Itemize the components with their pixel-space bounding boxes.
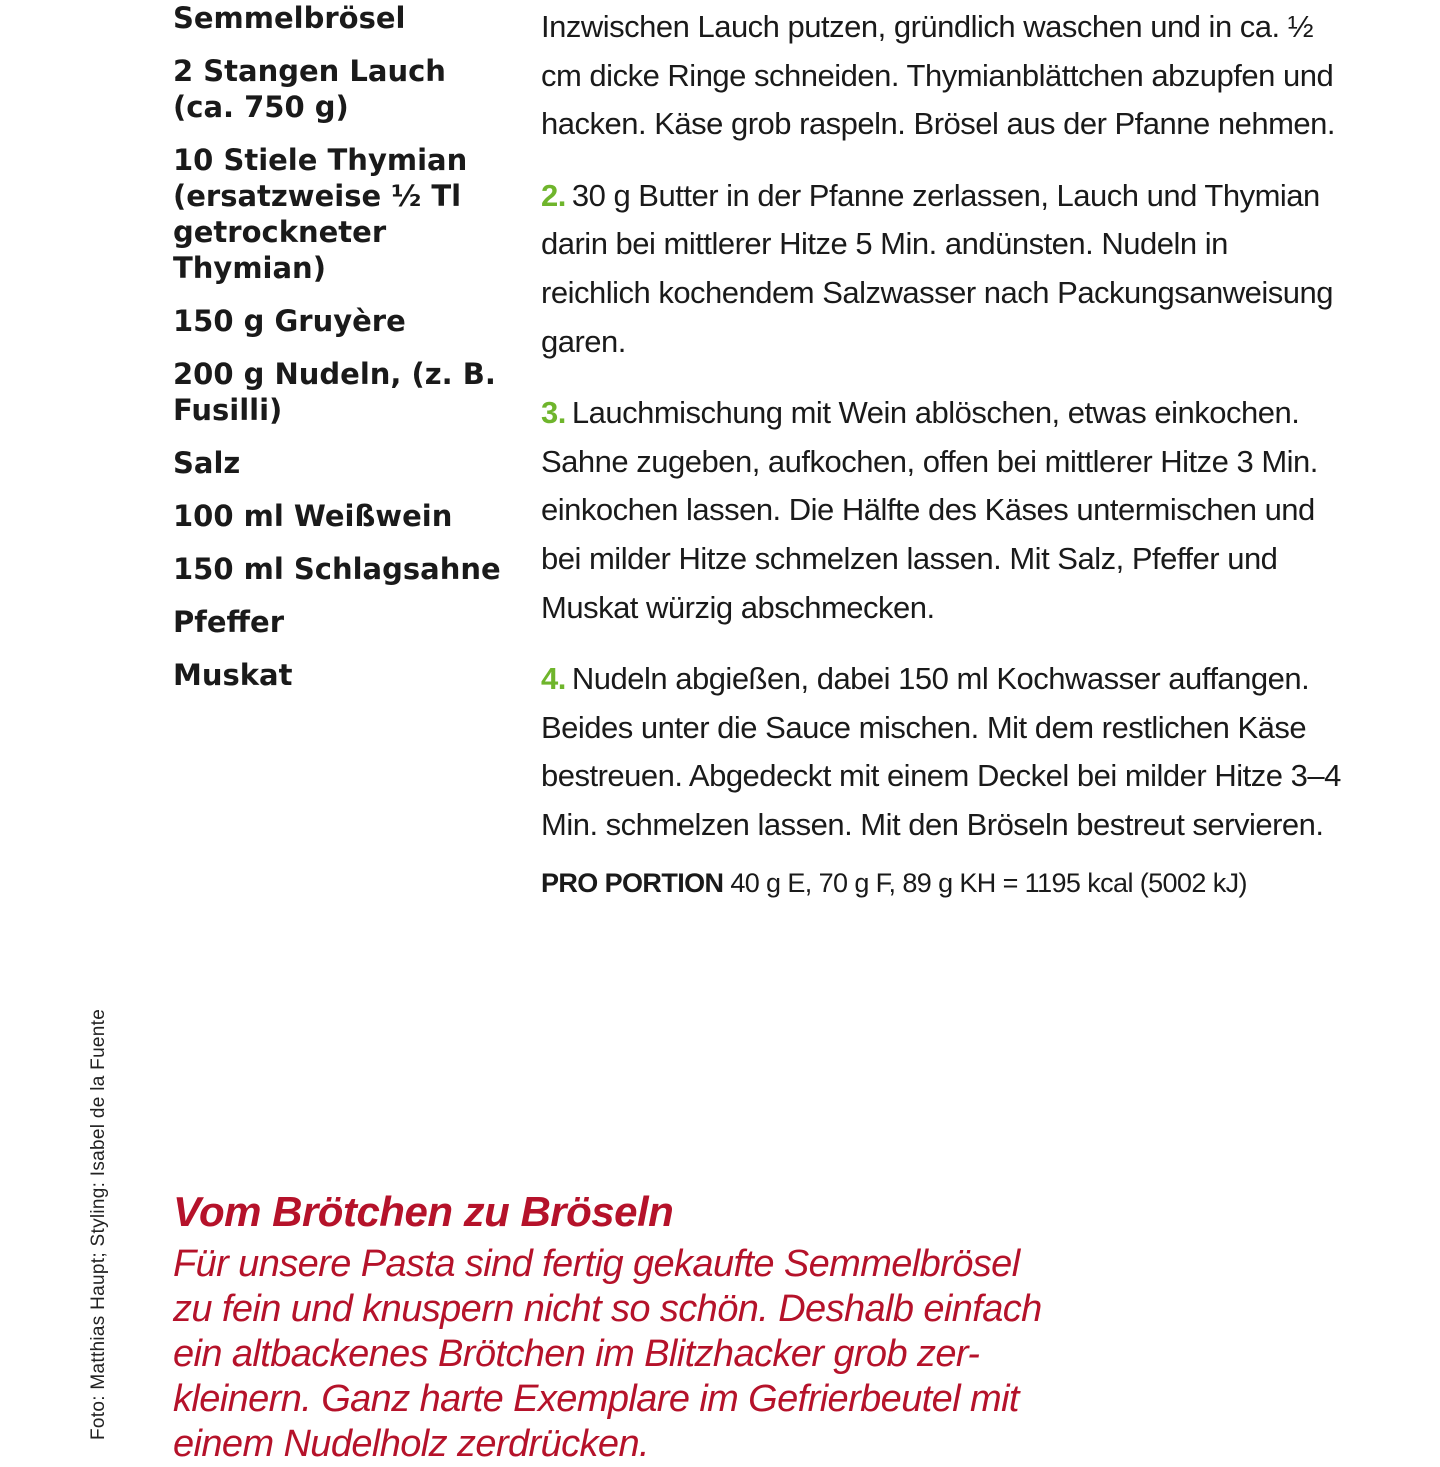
tip-line: kleinern. Ganz harte Exemplare im Gefrierbeutel mit (173, 1378, 1019, 1420)
ingredient-item: 100 ml Weißwein (173, 499, 453, 533)
ingredient-item: Pfeffer (173, 605, 285, 639)
nutrition-info (541, 863, 1341, 903)
ingredient-item: Semmelbrösel (173, 1, 406, 35)
tip-line: einem Nudelholz zerdrücken. (173, 1423, 649, 1465)
ingredient-item: 2 Stangen Lauch (ca. 750 g) (173, 54, 446, 124)
step-number: 2. (541, 177, 566, 213)
tip-line: zu fein und knuspern nicht so schön. Deshalb einfach (173, 1288, 1042, 1330)
nutrition-label: PRO PORTION (541, 867, 724, 898)
step-text: Nudeln abgießen, dabei 150 ml Kochwasser auffangen. Beides unter die Sauce mischen. Mit dem restlichen Käse bestreuen. Abgedeckt mit einem Deckel bei milder Hitze 3–4 Min. schmelzen lassen. Mit den Bröseln bestreut servieren. (541, 661, 1341, 842)
nutrition-values: 40 g E, 70 g F, 89 g KH = 1195 kcal (5002 kJ) (730, 867, 1247, 898)
ingredient-item: 10 Stiele Thymian (ersatzweise ½ Tl getrockneter Thymian) (173, 143, 468, 285)
step-text: Lauchmischung mit Wein ablöschen, etwas einkochen. Sahne zugeben, aufkochen, offen bei mittlerer Hitze 3 Min. einkochen lassen. Die Hälfte des Käses untermischen und bei milder Hitze schmelzen lassen. Mit Salz, Pfeffer und Muskat würzig abschmecken. (541, 395, 1318, 625)
ingredient-item: Muskat (173, 658, 293, 692)
step-2 (541, 172, 1341, 366)
ingredient-list (173, 0, 513, 710)
ingredient-item: Salz (173, 446, 241, 480)
ingredient-item: 150 ml Schlagsahne (173, 552, 501, 586)
preparation-steps (541, 3, 1341, 903)
tip-line: Für unsere Pasta sind fertig gekaufte Semmelbrösel (173, 1243, 1020, 1285)
tip-box (173, 1182, 1133, 1467)
tip-title: Vom Brötchen zu Bröseln (173, 1188, 674, 1235)
step-1-continued (541, 3, 1341, 149)
ingredient-item: 150 g Gruyère (173, 304, 406, 338)
step-number: 3. (541, 395, 566, 431)
step-text: 30 g Butter in der Pfanne zerlassen, Lauch und Thymian darin bei mittlerer Hitze 5 Min. andünsten. Nudeln in reichlich kochendem Salzwasser nach Packungsanweisung garen. (541, 177, 1334, 359)
step-text: Inzwischen Lauch putzen, gründlich waschen und in ca. ½ cm dicke Ringe schneiden. Thymianblättchen abzupfen und hacken. Käse grob raspeln. Brösel aus der Pfanne nehmen. (541, 9, 1336, 142)
photo-credit: Foto: Matthias Haupt; Styling: Isabel de la Fuente (88, 1008, 109, 1440)
step-4 (541, 655, 1341, 849)
step-number: 4. (541, 661, 566, 697)
tip-body (173, 1242, 1133, 1467)
tip-line: ein altbackenes Brötchen im Blitzhacker grob zer- (173, 1333, 980, 1375)
step-3 (541, 389, 1341, 632)
ingredient-item: 200 g Nudeln, (z. B. Fusilli) (173, 357, 496, 427)
